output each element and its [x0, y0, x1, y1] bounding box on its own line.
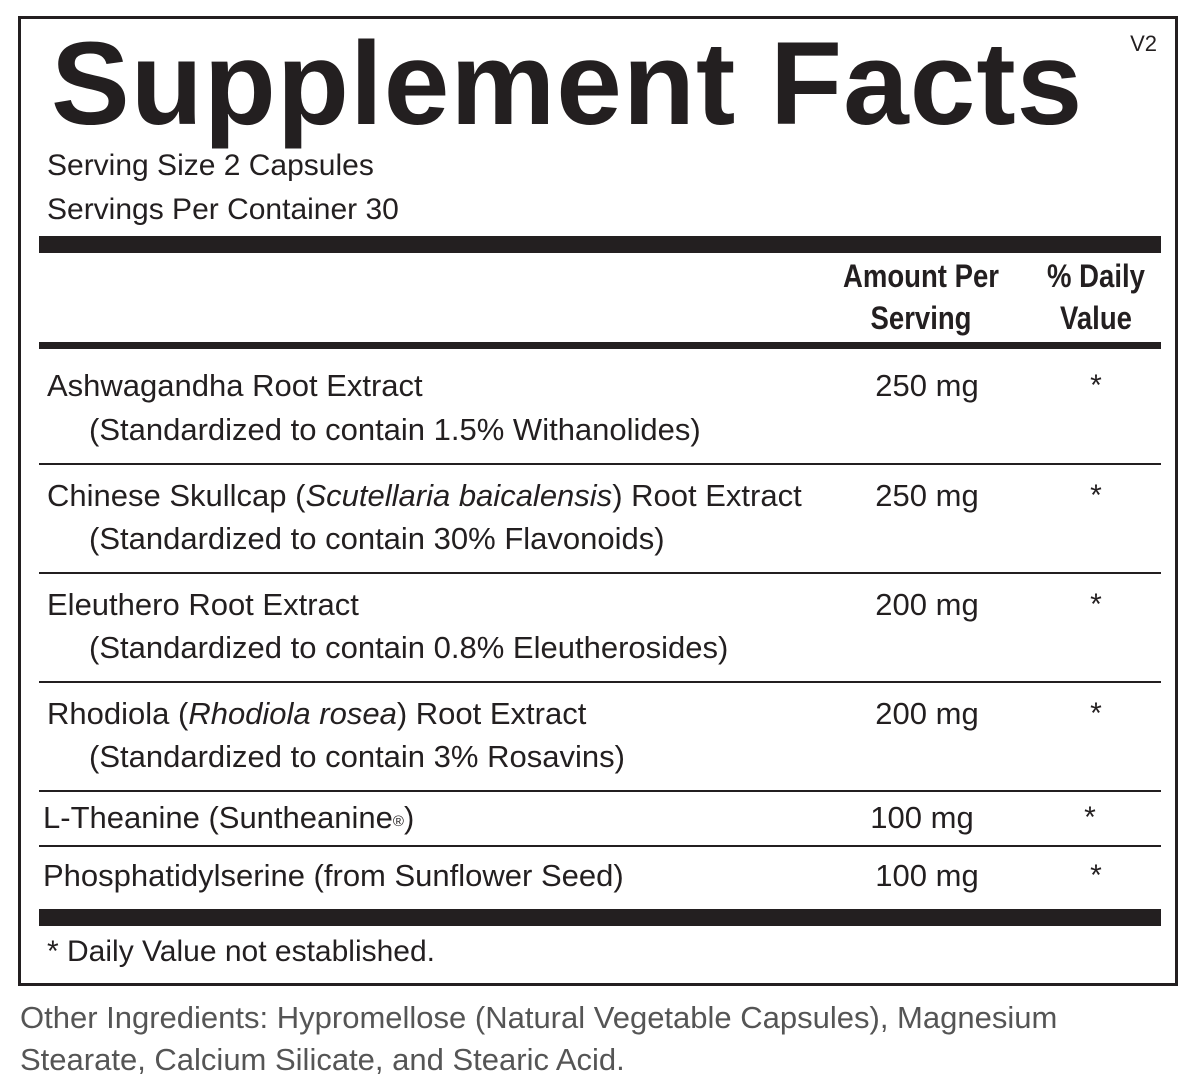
- ingredient-name-suffix: ) Root Extract: [612, 478, 802, 513]
- ingredient-daily-value: *: [1090, 479, 1102, 512]
- ingredient-name-text: Phosphatidylserine (from Sunflower Seed): [43, 858, 624, 893]
- ingredient-standardization: (Standardized to contain 0.8% Eleutherosides): [89, 630, 729, 665]
- ingredient-name-text: Chinese Skullcap (: [47, 478, 306, 513]
- ingredient-standardization: (Standardized to contain 1.5% Withanolides): [89, 412, 701, 447]
- header-dv-line1: % Daily: [1047, 258, 1145, 294]
- ingredient-amount: 250 mg: [875, 368, 979, 403]
- bottom-thick-rule: [39, 909, 1161, 926]
- registered-mark: ®: [392, 813, 404, 830]
- header-dv-line2: Value: [1060, 300, 1132, 336]
- row-divider: [39, 790, 1161, 792]
- daily-value-footnote: * Daily Value not established.: [47, 935, 436, 968]
- row-divider: [39, 463, 1161, 465]
- ingredient-name: [47, 365, 423, 407]
- version-tag: V2: [1130, 31, 1157, 56]
- row-divider: [39, 845, 1161, 847]
- ingredient-name: [47, 693, 586, 735]
- ingredient-latin-name: Rhodiola rosea: [188, 696, 397, 731]
- ingredient-name-suffix: ): [403, 800, 415, 835]
- row-divider: [39, 681, 1161, 683]
- other-ingredients: Other Ingredients: Hypromellose (Natural Vegetable Capsules), Magnesium Stearate, Calcium Silicate, and Stearic Acid.: [20, 1000, 1058, 1077]
- ingredient-daily-value: *: [1084, 801, 1096, 834]
- row-divider: [39, 572, 1161, 574]
- ingredient-name-text: L-Theanine (Suntheanine: [43, 800, 393, 835]
- ingredient-name-text: Rhodiola (: [47, 696, 189, 731]
- ingredient-name: [47, 475, 802, 517]
- ingredient-daily-value: *: [1090, 697, 1102, 730]
- header-amount-line1: Amount Per: [843, 258, 999, 294]
- ingredient-amount: 250 mg: [875, 478, 979, 513]
- ingredient-name-text: Ashwagandha Root Extract: [47, 368, 423, 403]
- header-amount-per-serving: [835, 255, 1007, 339]
- ingredient-name-text: Eleuthero Root Extract: [47, 587, 359, 622]
- ingredient-standardization: (Standardized to contain 3% Rosavins): [89, 739, 625, 774]
- header-amount-line2: Serving: [870, 300, 972, 336]
- top-thick-rule: [39, 236, 1161, 253]
- header-rule: [39, 342, 1161, 349]
- ingredient-latin-name: Scutellaria baicalensis: [305, 478, 613, 513]
- servings-per-container: Servings Per Container 30: [47, 193, 399, 226]
- ingredient-standardization: (Standardized to contain 30% Flavonoids): [89, 521, 665, 556]
- ingredient-name-suffix: ) Root Extract: [396, 696, 587, 731]
- panel-title: Supplement Facts: [51, 18, 1084, 150]
- serving-size: Serving Size 2 Capsules: [47, 149, 374, 182]
- supplement-facts-panel: [18, 16, 1178, 986]
- ingredient-name: [47, 584, 359, 626]
- ingredient-name: [43, 855, 624, 897]
- ingredient-daily-value: *: [1090, 588, 1102, 621]
- ingredient-daily-value: *: [1090, 369, 1102, 402]
- ingredient-amount: 100 mg: [870, 800, 974, 835]
- header-daily-value: [1040, 255, 1152, 339]
- ingredient-daily-value: *: [1090, 859, 1102, 892]
- ingredient-name: [43, 797, 414, 839]
- ingredient-amount: 200 mg: [875, 587, 979, 622]
- ingredient-amount: 200 mg: [875, 696, 979, 731]
- ingredient-amount: 100 mg: [875, 858, 979, 893]
